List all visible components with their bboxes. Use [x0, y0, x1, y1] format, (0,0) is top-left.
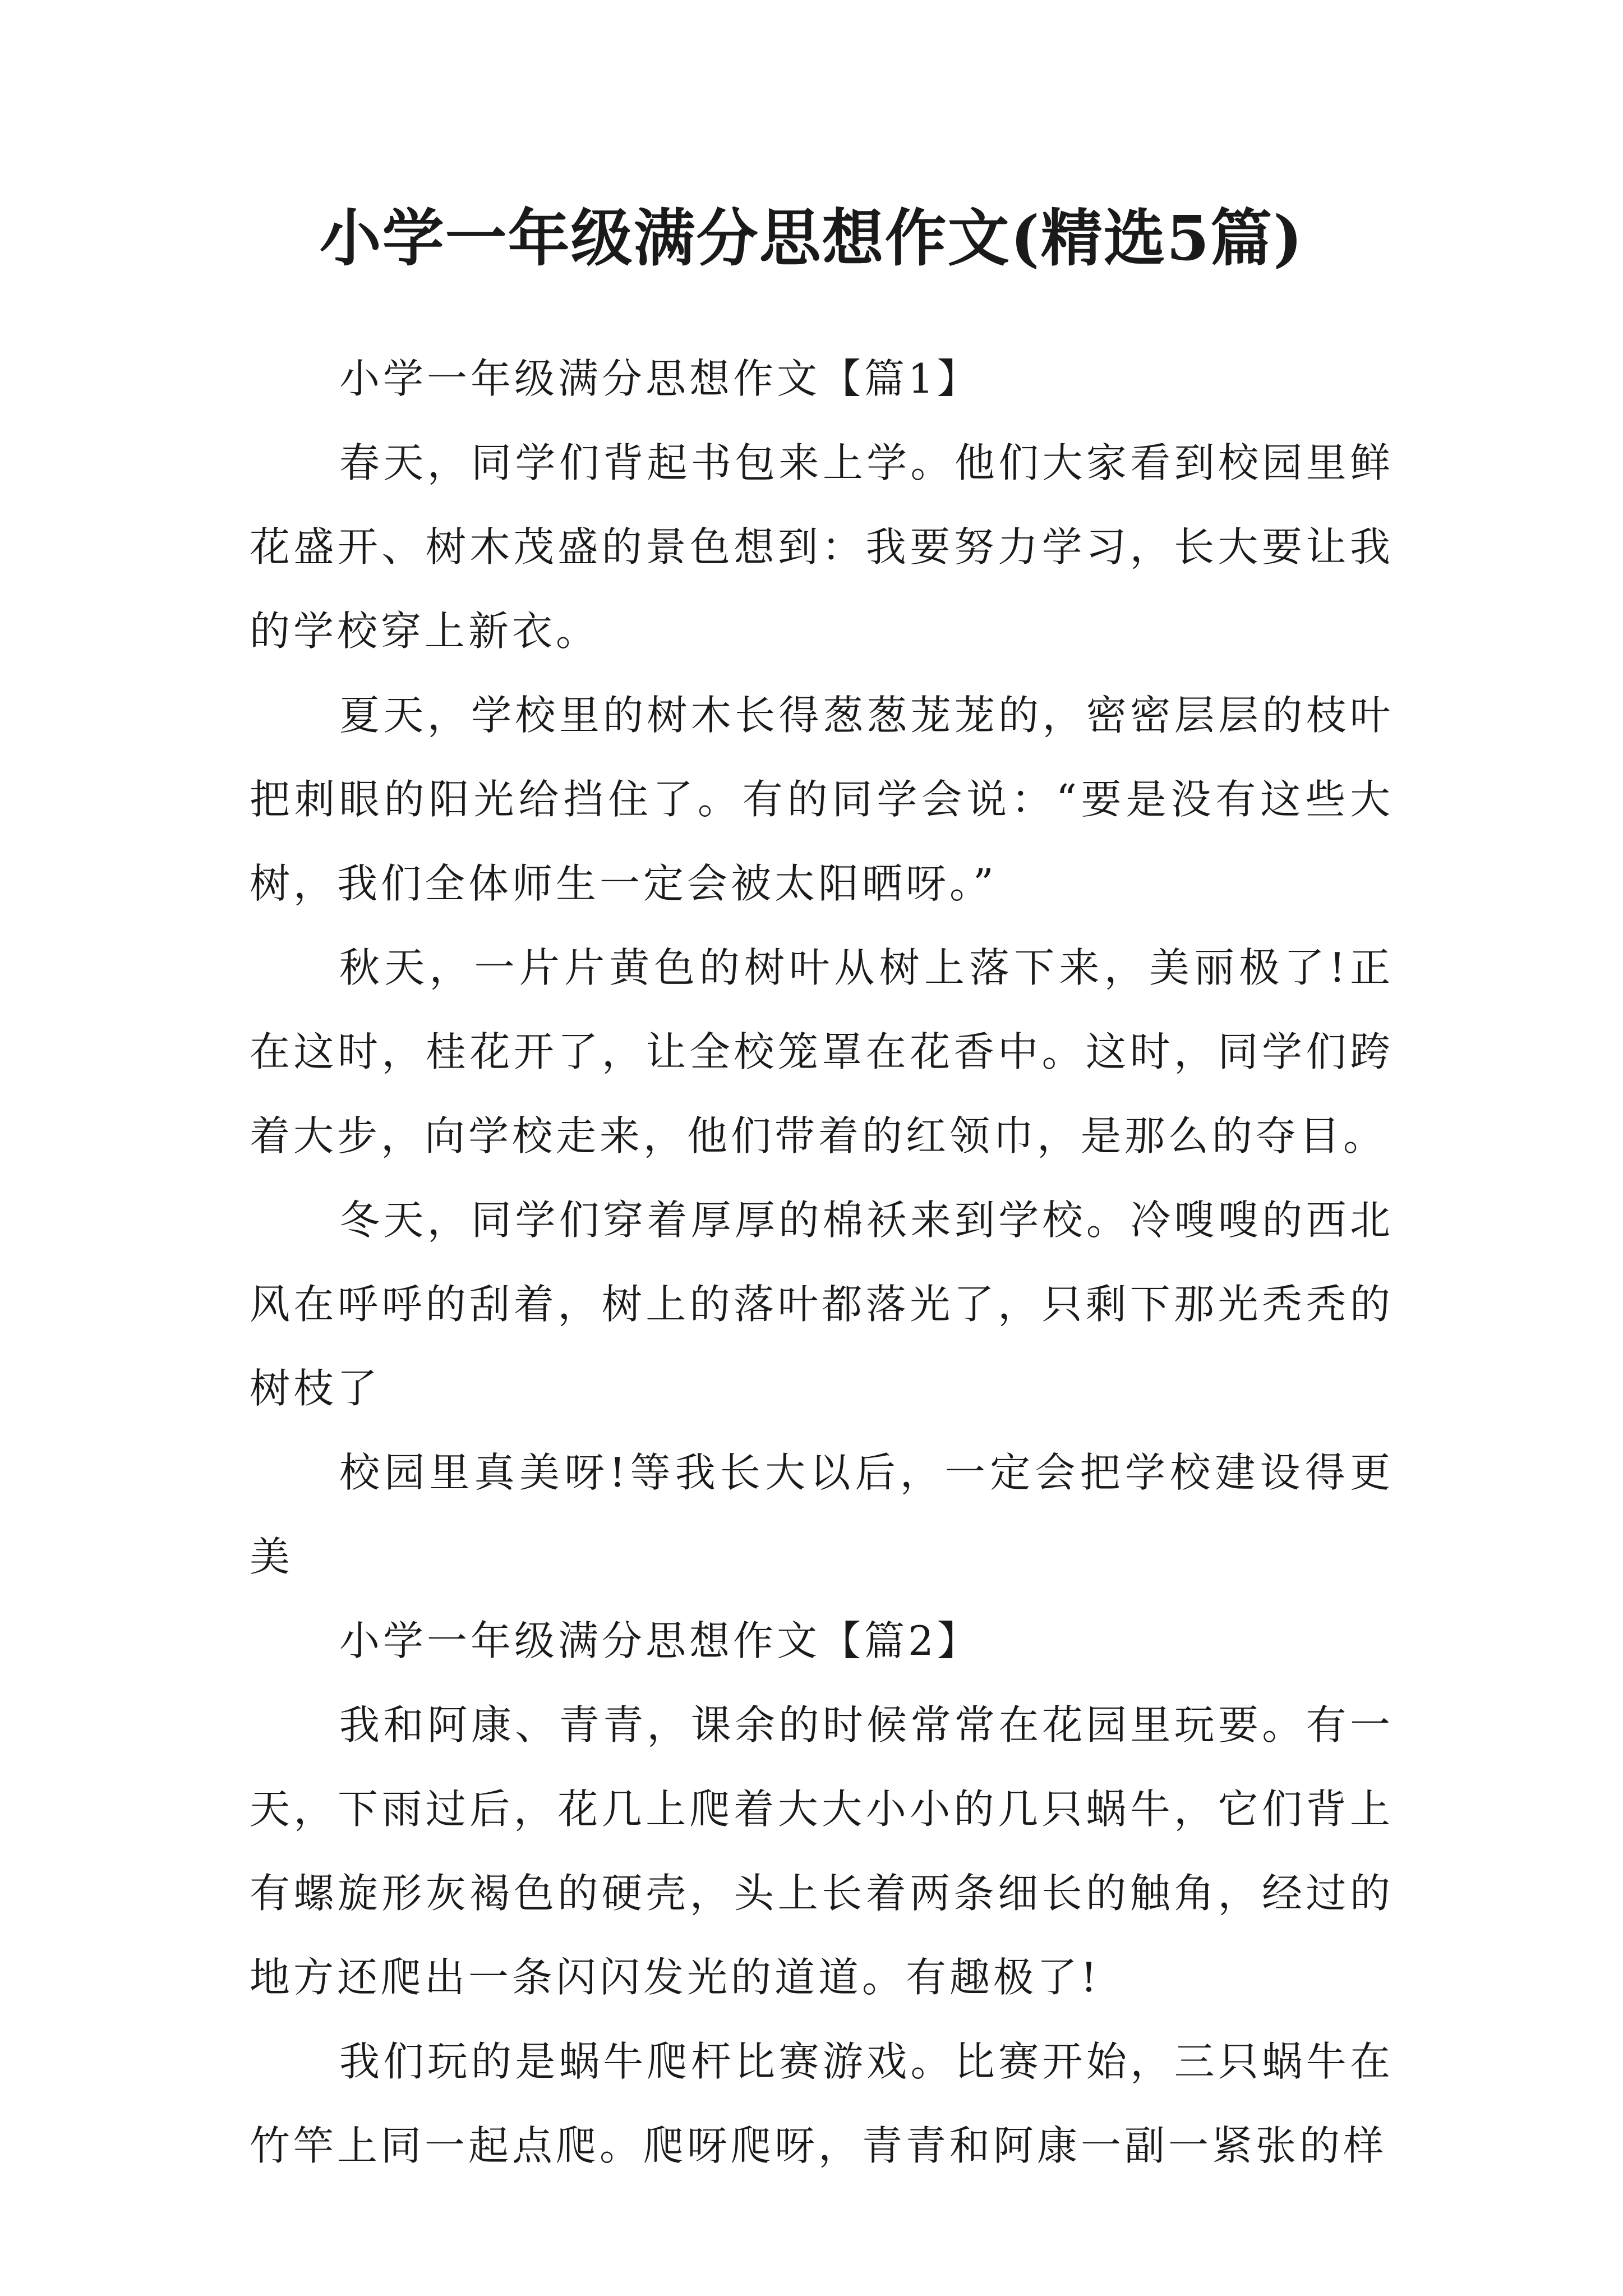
document-body [250, 337, 1394, 2188]
section-heading-1: 小学一年级满分思想作文【篇1】 [339, 355, 981, 402]
document-title: 小学一年级满分思想作文(精选5篇) [319, 202, 1304, 274]
paragraph-race: 我们玩的是蜗牛爬杆比赛游戏。比赛开始，三只蜗牛在竹竿上同一起点爬。爬呀爬呀，青青和阿康一副一紧张的样 [250, 2038, 1394, 2169]
paragraph-snails: 我和阿康、青青，课余的时候常常在花园里玩要。有一天，下雨过后，花几上爬着大大小小的几只蜗牛，它们背上有螺旋形灰褐色的硬壳，头上长着两条细长的触角，经过的地方还爬出一条闪闪发光的道道。有趣极了! [250, 1701, 1394, 2001]
paragraph-campus: 校园里真美呀!等我长大以后，一定会把学校建设得更美 [250, 1449, 1394, 1580]
section-heading-2: 小学一年级满分思想作文【篇2】 [339, 1617, 981, 1664]
paragraph-autumn: 秋天，一片片黄色的树叶从树上落下来，美丽极了!正在这时，桂花开了，让全校笼罩在花香中。这时，同学们跨着大步，向学校走来，他们带着的红领巾，是那么的夺目。 [250, 944, 1394, 1159]
paragraph-summer: 夏天，学校里的树木长得葱葱茏茏的，密密层层的枝叶把刺眼的阳光给挡住了。有的同学会说：“要是没有这些大树，我们全体师生一定会被太阳晒呀。” [250, 692, 1394, 907]
paragraph-winter: 冬天，同学们穿着厚厚的棉袄来到学校。冷嗖嗖的西北风在呼呼的刮着，树上的落叶都落光了，只剩下那光秃秃的树枝了 [250, 1197, 1394, 1412]
paragraph-spring: 春天，同学们背起书包来上学。他们大家看到校园里鲜花盛开、树木茂盛的景色想到：我要努力学习，长大要让我的学校穿上新衣。 [250, 439, 1394, 655]
